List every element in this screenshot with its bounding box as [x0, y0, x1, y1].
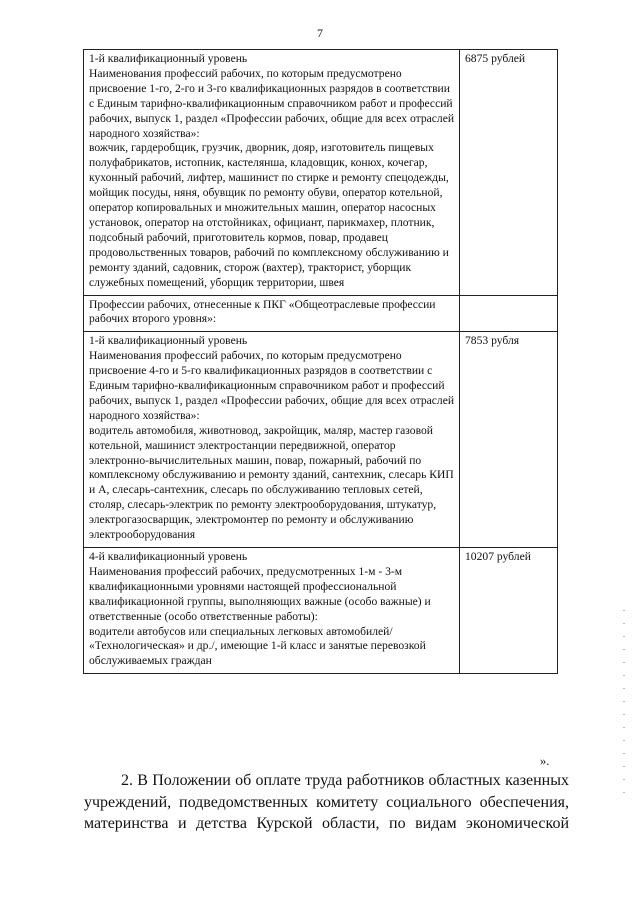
- salary-cell-empty: [460, 295, 558, 332]
- qualification-level: 1-й квалификационный уровень: [89, 52, 248, 65]
- qualification-cell: [84, 548, 460, 674]
- qualification-level: 1-й квалификационный уровень: [89, 334, 248, 348]
- qualification-cell: [84, 332, 460, 548]
- body-paragraph: 2. В Положении об оплате труда работников областных казенных учреждений, подведомственных комитету социального обеспечения, материнства и детства Курской области, по видам экономической: [84, 772, 569, 833]
- salary-cell: [460, 50, 558, 296]
- qualification-heading: Наименования профессий рабочих, предусмотренных 1-м - 3-м квалификационными уровнями настоящей профессиональной квалификационной группы, выполняющих важные (особо важные) и ответственные (особо ответственные работы):: [89, 564, 431, 623]
- group-header: Профессии рабочих, отнесенные к ПКГ «Общеотраслевые профессии рабочих второго уровня»:: [89, 297, 436, 326]
- profession-list: водитель автомобиля, животновод, закройщик, маляр, мастер газовой котельной, машинист электростанции передвижной, оператор электронно-вычислительных машин, повар, пожарный, рабочий по комплексному обслуживанию и ремонту зданий, сантехник, слесарь КИП и А, слесарь-сантехник, слесарь по обслуживанию тепловых сетей, столяр, слесарь-электрик по ремонту электрооборудования, штукатур, электрогазосварщик, электромонтер по ремонту и обслуживанию электрооборудования: [89, 423, 454, 542]
- salary-cell: [460, 548, 558, 674]
- salary-value: 6875 рублей: [465, 52, 526, 65]
- salary-value: 10207 рублей: [465, 550, 531, 563]
- salary-value: 7853 рубля: [465, 334, 520, 348]
- table-row: [84, 295, 558, 332]
- profession-list: вожчик, гардеробщик, грузчик, дворник, дояр, изготовитель пищевых полуфабрикатов, истопник, кастеляншa, кладовщик, конюх, кочегар, кухонный рабочий, лифтер, машинист по стирке и ремонту спецодежды, мойщик посуды, няня, обувщик по ремонту обуви, оператор котельной, оператор копировальных и множительных машин, оператор насосных установок, оператор на отстойниках, официант, парикмахер, плотник, подсобный рабочий, приготовитель кормов, повар, продавец продовольственных товаров, рабочий по комплексному обслуживанию и ремонту зданий, садовник, сторож (вахтер), тракторист, уборщик служебных помещений, уборщик территории, швея: [89, 141, 449, 289]
- table-row: [84, 332, 558, 548]
- qualification-heading: Наименования профессий рабочих, по которым предусмотрено присвоение 4-го и 5-го квалификационных разрядов в соответствии с Единым тарифно-квалификационным справочником работ и профессий рабочих, выпуск 1, раздел «Профессии рабочих, общие для всех отраслей народного хозяйства»:: [89, 349, 455, 422]
- group-header-cell: [84, 295, 460, 332]
- profession-list: водители автобусов или специальных легковых автомобилей/ «Технологическая» и др./, имеющие 1-й класс и занятые перевозкой обслуживаемых граждан: [89, 624, 426, 668]
- salary-cell: [460, 332, 558, 548]
- table-row: [84, 50, 558, 296]
- margin-marks: [620, 610, 628, 830]
- qualification-heading: Наименования профессий рабочих, по которым предусмотрено присвоение 1-го, 2-го и 3-го квалификационных разрядов в соответствии с Единым тарифно-квалификационным справочником работ и профессий рабочих, выпуск 1, раздел «Профессии рабочих, общие для всех отраслей народного хозяйства»:: [89, 66, 455, 140]
- table-row: [84, 548, 558, 674]
- salary-table: [83, 49, 558, 674]
- qualification-level: 4-й квалификационный уровень: [89, 550, 248, 563]
- page-number: 7: [317, 26, 323, 40]
- qualification-cell: [84, 50, 460, 296]
- closing-quote: ».: [540, 754, 550, 768]
